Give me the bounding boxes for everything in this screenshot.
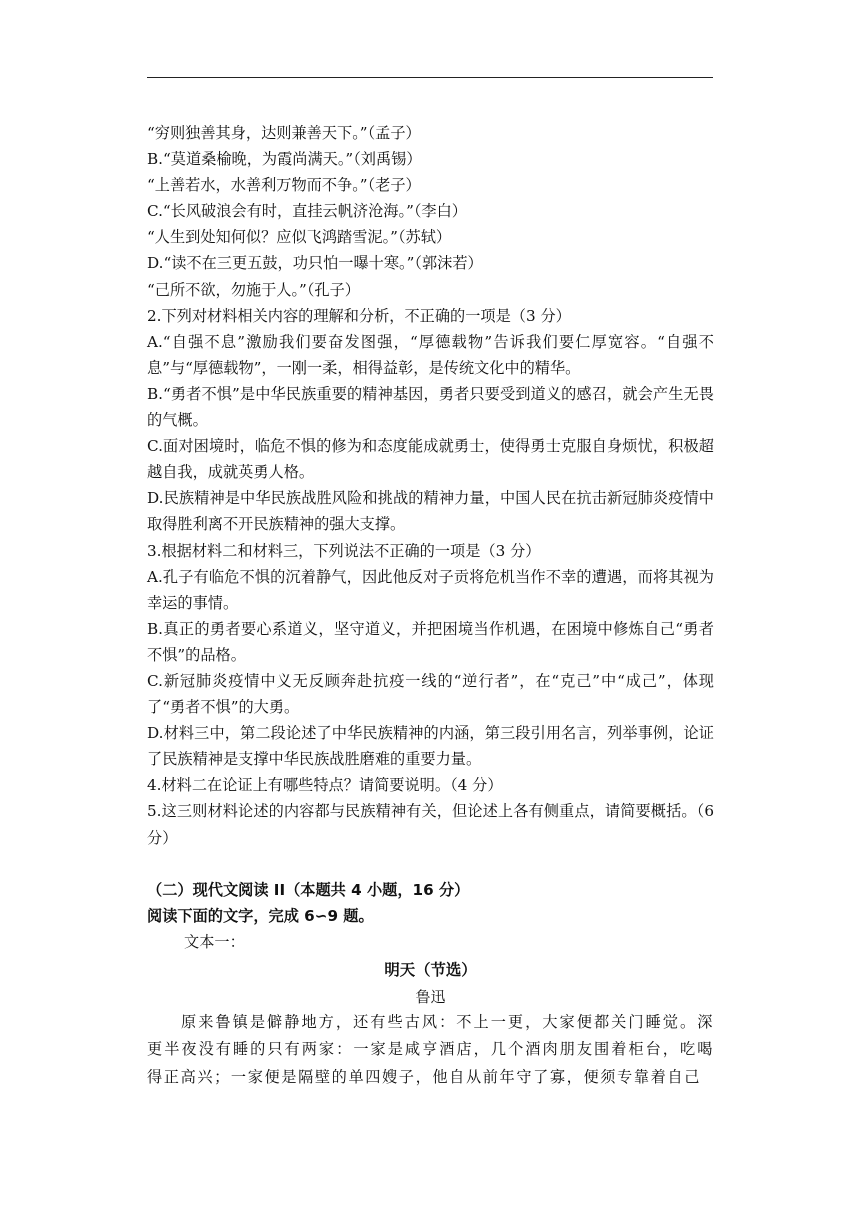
text-label: 文本一： — [184, 932, 245, 951]
header-rule — [147, 77, 713, 78]
quote-line: “上善若水，水善利万物而不争。”（老子） — [147, 176, 421, 195]
section-gap — [147, 851, 714, 877]
section-heading: （二）现代文阅读 II（本题共 4 小题，16 分） — [147, 880, 470, 899]
question-2-option-a: A.“自强不息”激励我们要奋发图强，“厚德载物”告诉我们要仁厚宽容。“自强不息”与“厚德载物”，一刚一柔，相得益彰，是传统文化中的精华。 — [147, 332, 714, 377]
question-3-option-d: D.材料三中，第二段论述了中华民族精神的内涵，第三段引用名言，列举事例，论证了民族精神是支撑中华民族战胜磨难的重要力量。 — [147, 724, 714, 769]
reading-instruction: 阅读下面的文字，完成 6∽9 题。 — [147, 906, 374, 925]
option-d-line: D.“读不在三更五鼓，功只怕一曝十寒。”（郭沫若） — [147, 254, 483, 273]
article-title: 明天（节选） — [384, 960, 477, 979]
question-2-option-d: D.民族精神是中华民族战胜风险和挑战的精神力量，中国人民在抗击新冠肺炎疫情中取得胜利离不开民族精神的强大支撑。 — [147, 489, 714, 534]
question-2-option-b: B.“勇者不惧”是中华民族重要的精神基因，勇者只要受到道义的感召，就会产生无畏的气概。 — [147, 384, 714, 430]
option-c-line: C.“长风破浪会有时，直挂云帆济沧海。”（李白） — [147, 202, 467, 221]
question-2-stem: 2.下列对材料相关内容的理解和分析，不正确的一项是（3 分） — [147, 306, 571, 325]
quote-line: “己所不欲，勿施于人。”（孔子） — [147, 280, 360, 299]
question-3-option-c: C.新冠肺炎疫情中义无反顾奔赴抗疫一线的“逆行者”，在“克己”中“成己”，体现了“勇者不惧”的大勇。 — [147, 671, 714, 717]
quote-line: “穷则独善其身，达则兼善天下。”（孟子） — [147, 124, 421, 142]
question-3-option-b: B.真正的勇者要心系道义，坚守道义，并把困境当作机遇，在困境中修炼自己“勇者不惧”的品格。 — [147, 619, 714, 664]
article-paragraph: 原来鲁镇是僻静地方，还有些古风：不上一更，大家便都关门睡觉。深更半夜没有睡的只有两家：一家是咸亨酒店，几个酒肉朋友围着柜台，吃喝得正高兴；一家便是隔壁的单四嫂子，他自从前年守了寡，便须专靠着自己 — [147, 1012, 714, 1086]
article-author: 鲁迅 — [415, 987, 446, 1006]
question-5: 5.这三则材料论述的内容都与民族精神有关，但论述上各有侧重点，请简要概括。（6 分） — [147, 802, 714, 847]
quote-line: “人生到处知何似？应似飞鸿踏雪泥。”（苏轼） — [147, 228, 452, 247]
question-4: 4.材料二在论证上有哪些特点？请简要说明。（4 分） — [147, 776, 503, 795]
question-3-stem: 3.根据材料二和材料三，下列说法不正确的一项是（3 分） — [147, 541, 541, 560]
question-3-option-a: A.孔子有临危不惧的沉着静气，因此他反对子贡将危机当作不幸的遭遇，而将其视为幸运的事情。 — [147, 567, 714, 612]
question-2-option-c: C.面对困境时，临危不惧的修为和态度能成就勇士，使得勇士克服自身烦忧，积极超越自我，成就英勇人格。 — [147, 437, 714, 482]
page-content — [147, 120, 714, 1091]
option-b-line: B.“莫道桑榆晚，为霞尚满天。”（刘禹锡） — [147, 150, 422, 169]
